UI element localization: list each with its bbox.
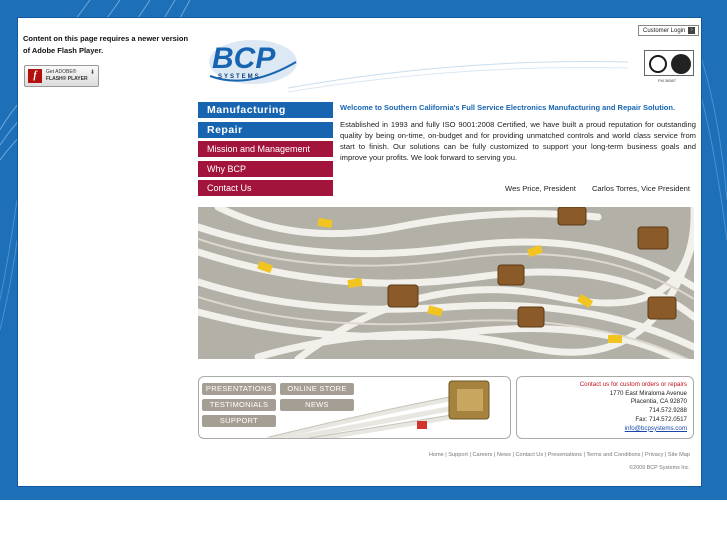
download-arrow-icon: ⬇	[89, 70, 95, 76]
signatures	[340, 184, 690, 193]
header-swoosh	[288, 58, 628, 98]
logo-subtext: SYSTEMS	[218, 74, 261, 80]
contact-city: Placentia, CA 92870	[630, 398, 687, 406]
contact-fax: Fax: 714.572.0517	[635, 415, 687, 423]
main-content-frame	[17, 17, 702, 487]
news-button[interactable]: NEWS	[280, 399, 354, 411]
presentations-button[interactable]: PRESENTATIONS	[202, 383, 276, 395]
signature-president: Wes Price, President	[505, 184, 576, 193]
certification-seal-icon	[671, 54, 691, 74]
flash-icon: f	[28, 69, 42, 83]
nav-mission-and-management[interactable]: Mission and Management	[198, 141, 333, 157]
welcome-section	[340, 102, 696, 163]
customer-login-label: Customer Login	[643, 27, 686, 34]
cable-harness-photo	[198, 207, 694, 359]
logo-text: BCP	[212, 42, 276, 75]
nav-repair[interactable]: Repair	[198, 122, 333, 138]
nav-contact-us[interactable]: Contact Us	[198, 180, 333, 196]
quick-links-panel	[198, 376, 511, 439]
support-button[interactable]: SUPPORT	[202, 415, 276, 427]
welcome-body: Established in 1993 and fully ISO 9001:2008 Certified, we have built a proud reputation for outstanding quality by being on-time, on-budget and for providing unmatched controls and world class service from start to finish. Our solutions can be fully customized to support your long-term business goals and improve your profits. We look forward to serving you.	[340, 120, 696, 162]
contact-email-link[interactable]: info@bcpsystems.com	[624, 424, 687, 432]
arrow-right-icon: ›	[688, 27, 695, 34]
main-navigation	[198, 102, 333, 200]
footer-links[interactable]: Home | Support | Careers | News | Contact Us | Presentations | Terms and Conditions | Privacy | Site Map	[428, 452, 690, 458]
contact-headline: Contact us for custom orders or repairs	[579, 381, 687, 388]
contact-phone: 714.572.9288	[649, 407, 687, 415]
flash-button-line2: FLASH® PLAYER	[46, 76, 88, 82]
online-store-button[interactable]: ONLINE STORE	[280, 383, 354, 395]
customer-login-button[interactable]	[638, 25, 699, 36]
certification-number: FM 36587	[658, 78, 677, 83]
anab-seal-icon	[649, 55, 667, 73]
flash-button-line1: Get ADOBE®	[46, 69, 77, 75]
contact-info-box	[516, 376, 694, 439]
flash-required-message: Content on this page requires a newer version of Adobe Flash Player.	[23, 34, 189, 55]
testimonials-button[interactable]: TESTIMONIALS	[202, 399, 276, 411]
nav-why-bcp[interactable]: Why BCP	[198, 161, 333, 177]
nav-manufacturing[interactable]: Manufacturing	[198, 102, 333, 118]
iso-certification-badge	[644, 50, 694, 76]
copyright: ©2009 BCP Systems Inc.	[629, 465, 690, 471]
get-flash-player-button[interactable]	[24, 65, 99, 87]
contact-street: 1770 East Miraloma Avenue	[609, 389, 687, 397]
signature-vice-president: Carlos Torres, Vice President	[591, 184, 690, 193]
welcome-heading: Welcome to Southern California's Full Service Electronics Manufacturing and Repair Solution.	[340, 103, 676, 112]
bcp-logo[interactable]	[208, 32, 298, 92]
